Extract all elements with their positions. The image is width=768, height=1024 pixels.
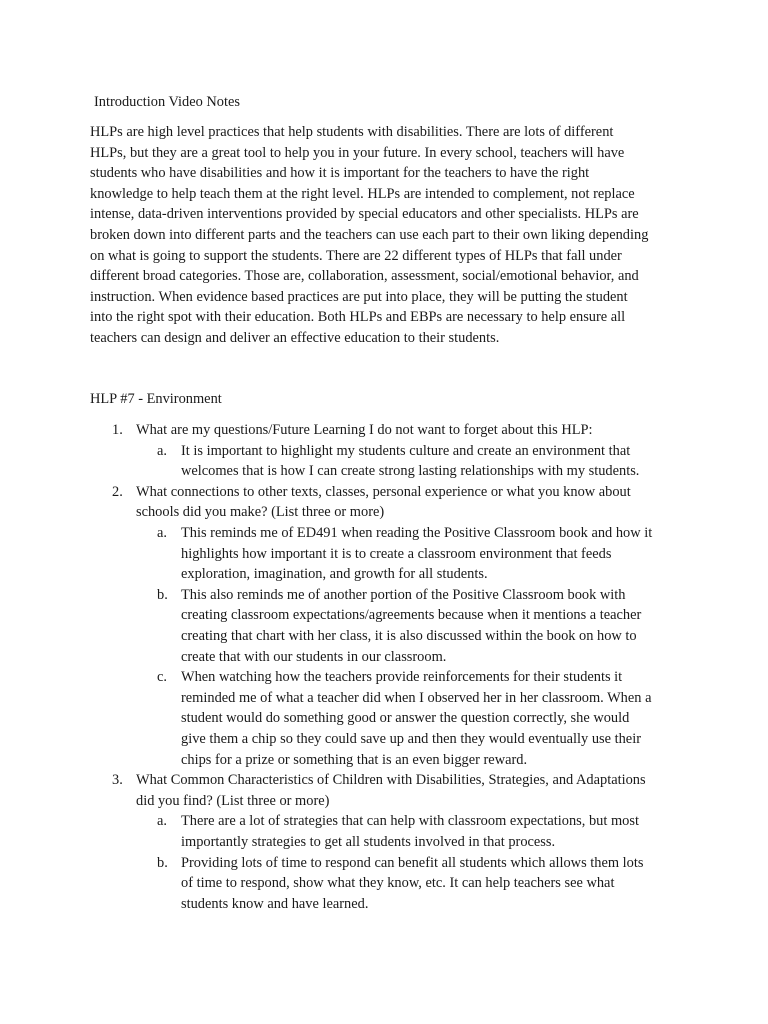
question-number: 3.: [112, 772, 123, 789]
answer-text: reminded me of what a teacher did when I observed her in her classroom. When a: [181, 689, 652, 706]
answer-text: creating that chart with her class, it is also discussed within the book on how to: [181, 628, 637, 644]
intro-line: intense, data-driven interventions provided by special educators and other specialists. HLPs are: [90, 206, 639, 223]
question-text: schools did you make? (List three or more): [136, 504, 385, 521]
answer-letter: b.: [157, 854, 168, 871]
intro-line: different broad categories. Those are, collaboration, assessment, social/emotional behavior, and: [90, 268, 639, 285]
answer-text: chips for a prize or something that is an even bigger reward.: [181, 751, 528, 768]
answer-text: This also reminds me of another portion of the Positive Classroom book with: [181, 586, 626, 603]
answer-letter: a.: [157, 813, 167, 830]
answer-letter: b.: [157, 586, 168, 603]
question-number: 2.: [112, 483, 123, 500]
answer-text: student would do something good or answer the question correctly, she would: [181, 710, 630, 727]
answer-text: give them a chip so they could save up and then they would eventually use their: [181, 731, 641, 747]
answer-text: of time to respond, show what they know, etc. It can help teachers see what: [181, 875, 615, 892]
intro-line: HLPs, but they are a great tool to help you in your future. In every school, teachers will have: [90, 144, 625, 161]
intro-line: knowledge to help teach them at the right level. HLPs are intended to complement, not replace: [90, 185, 635, 202]
answer-text: creating classroom expectations/agreements because when it mentions a teacher: [181, 607, 642, 624]
intro-line: students who have disabilities and how it is important for the teachers to have the right: [90, 165, 590, 182]
answer-letter: a.: [157, 442, 167, 459]
intro-paragraph: [90, 122, 690, 349]
intro-line: teachers can design and deliver an effective education to their students.: [90, 329, 500, 346]
answer-text: Providing lots of time to respond can benefit all students which allows them lots: [181, 854, 644, 871]
document-title: Introduction Video Notes: [94, 94, 240, 110]
intro-line: instruction. When evidence based practices are put into place, they will be putting the student: [90, 288, 628, 305]
intro-line: into the right spot with their education. Both HLPs and EBPs are necessary to help ensure all: [90, 309, 626, 326]
answer-text: importantly strategies to get all students involved in that process.: [181, 834, 556, 850]
question-number: 1.: [112, 422, 123, 438]
answer-text: create that with our students in our classroom.: [181, 648, 447, 665]
answer-text: highlights how important it is to create a classroom environment that feeds: [181, 545, 612, 562]
answer-text: This reminds me of ED491 when reading the Positive Classroom book and how it: [181, 525, 653, 541]
answer-text: There are a lot of strategies that can help with classroom expectations, but most: [181, 813, 639, 830]
answer-text: students know and have learned.: [181, 895, 369, 912]
question-text: What connections to other texts, classes, personal experience or what you know about: [136, 483, 631, 500]
question-text: What are my questions/Future Learning I do not want to forget about this HLP:: [136, 422, 593, 438]
question-text: did you find? (List three or more): [136, 792, 330, 809]
answer-letter: a.: [157, 525, 167, 541]
answer-text: When watching how the teachers provide reinforcements for their students it: [181, 669, 623, 686]
intro-line: on what is going to support the students. There are 22 different types of HLPs that fall under: [90, 247, 622, 264]
answer-text: It is important to highlight my students culture and create an environment that: [181, 442, 631, 459]
intro-line: HLPs are high level practices that help students with disabilities. There are lots of different: [90, 124, 614, 140]
section-heading: HLP #7 - Environment: [90, 391, 222, 407]
answer-text: welcomes that is how I can create strong lasting relationships with my students.: [181, 463, 640, 480]
question-text: What Common Characteristics of Children with Disabilities, Strategies, and Adaptations: [136, 772, 646, 789]
answer-letter: c.: [157, 669, 167, 686]
intro-line: broken down into different parts and the teachers can use each part to their own liking depending: [90, 226, 649, 243]
answer-text: exploration, imagination, and growth for all students.: [181, 566, 488, 583]
